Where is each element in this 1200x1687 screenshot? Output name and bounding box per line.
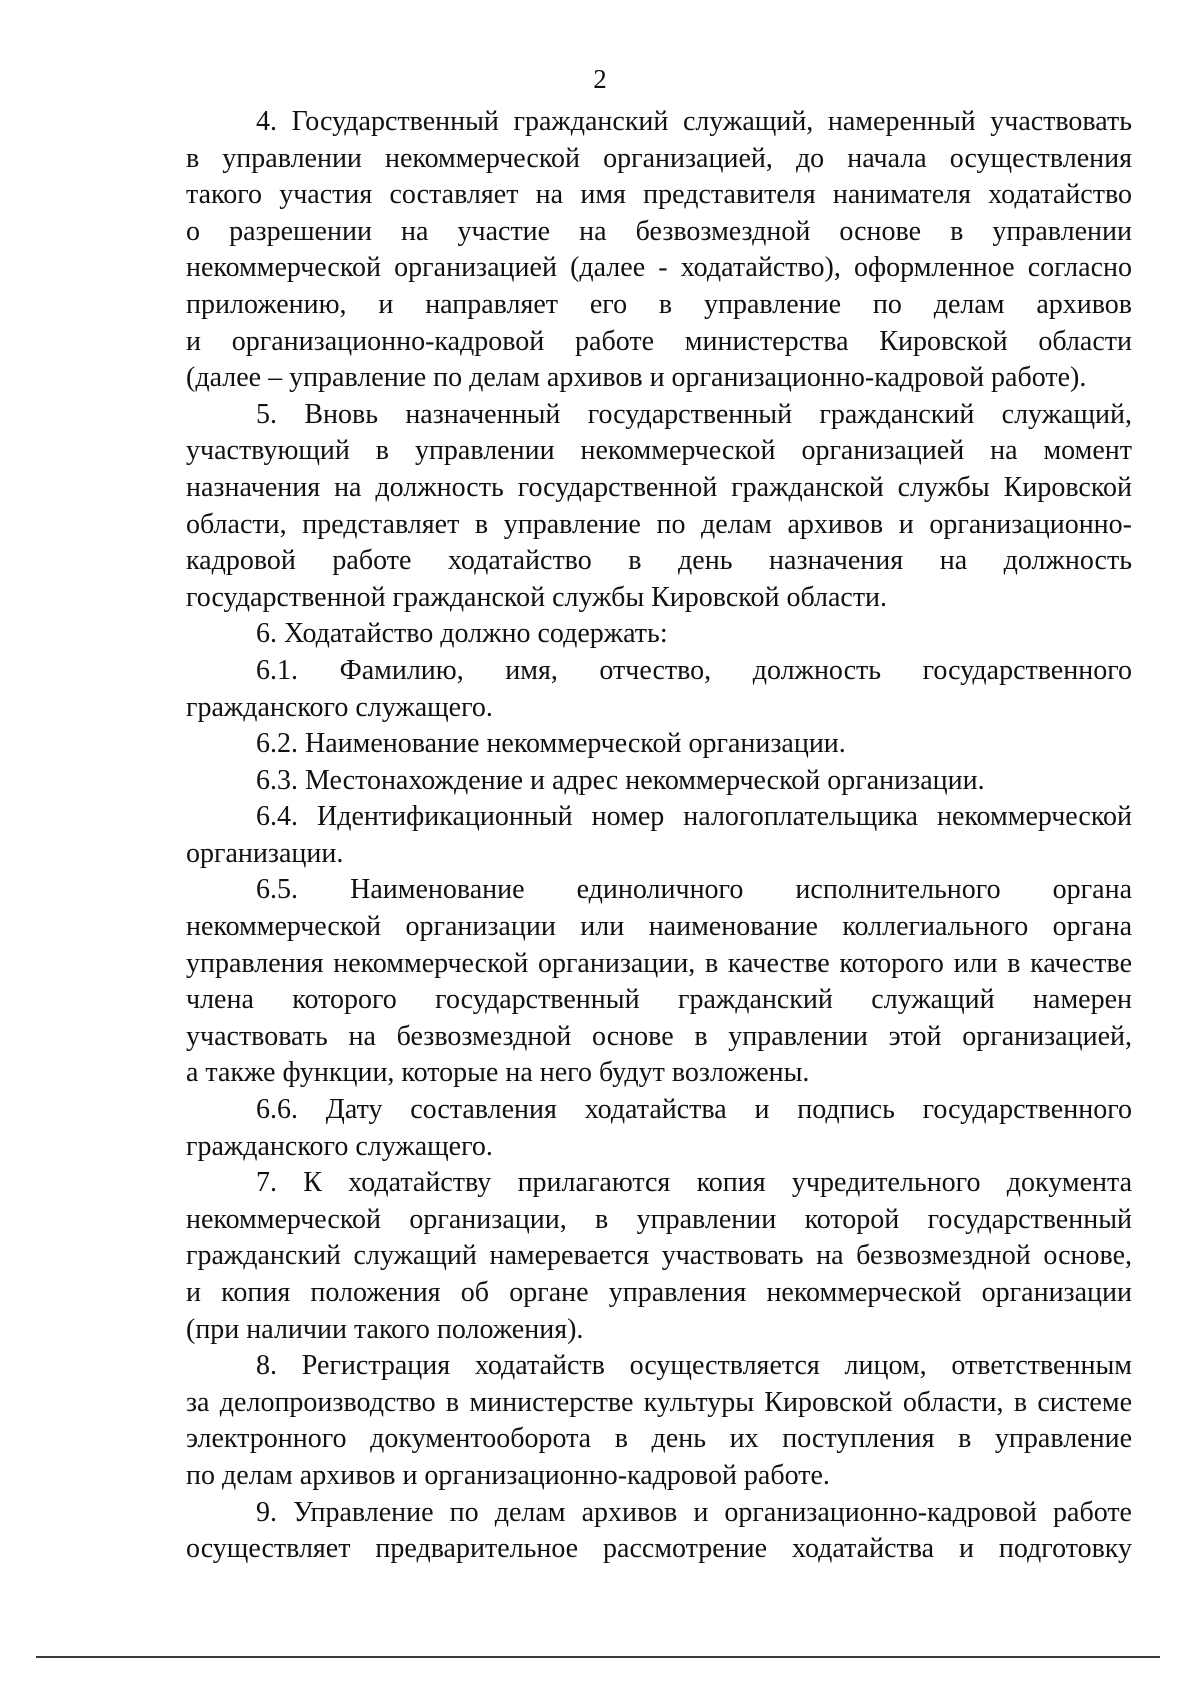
text-line: 5. Вновь назначенный государственный гражданский служащий, — [256, 398, 1132, 430]
text-line: участвовать на безвозмездной основе в управлении этой организацией, — [186, 1020, 1132, 1052]
text-line: участвующий в управлении некоммерческой организацией на момент — [186, 435, 1132, 467]
text-line: 6.4. Идентификационный номер налогоплательщика некоммерческой — [256, 801, 1132, 833]
text-line: 6.3. Местонахождение и адрес некоммерческой организации. — [256, 764, 985, 796]
text-line: в управлении некоммерческой организацией, до начала осуществления — [186, 142, 1132, 174]
text-line: о разрешении на участие на безвозмездной основе в управлении — [186, 215, 1132, 247]
paragraph-6-3 — [186, 763, 1132, 800]
text-line: назначения на должность государственной гражданской службы Кировской — [186, 471, 1132, 503]
text-line: некоммерческой организации, в управлении которой государственный — [186, 1203, 1132, 1235]
text-line: (при наличии такого положения). — [186, 1313, 584, 1345]
text-line: некоммерческой организацией (далее - ходатайство), оформленное согласно — [186, 252, 1132, 284]
paragraph-9 — [186, 1495, 1132, 1568]
paragraph-6-1 — [186, 653, 1132, 726]
paragraph-8 — [186, 1348, 1132, 1494]
text-line: по делам архивов и организационно-кадровой работе. — [186, 1459, 830, 1491]
text-line: электронного документооборота в день их поступления в управление — [186, 1423, 1132, 1455]
text-line: кадровой работе ходатайство в день назначения на должность — [186, 545, 1132, 577]
document-body — [186, 104, 1132, 1568]
paragraph-6-4 — [186, 799, 1132, 872]
text-line: 8. Регистрация ходатайств осуществляется лицом, ответственным — [256, 1350, 1132, 1382]
paragraph-7 — [186, 1165, 1132, 1348]
text-line: (далее – управление по делам архивов и организационно-кадровой работе). — [186, 362, 1087, 394]
text-line: члена которого государственный гражданский служащий намерен — [186, 984, 1132, 1016]
page-number: 2 — [593, 64, 607, 94]
text-line: 4. Государственный гражданский служащий, намеренный участвовать — [256, 106, 1132, 137]
text-line: 7. К ходатайству прилагаются копия учредительного документа — [256, 1167, 1132, 1199]
paragraph-6-5 — [186, 872, 1132, 1092]
text-line: и копия положения об органе управления некоммерческой организации — [186, 1277, 1132, 1308]
text-line: гражданского служащего. — [186, 691, 493, 723]
paragraph-5 — [186, 397, 1132, 617]
text-line: а также функции, которые на него будут возложены. — [186, 1057, 810, 1089]
paragraph-6-2 — [186, 726, 1132, 763]
text-line: приложению, и направляет его в управление по делам архивов — [186, 288, 1132, 320]
paragraph-4 — [186, 104, 1132, 397]
text-line: государственной гражданской службы Кировской области. — [186, 581, 888, 613]
text-line: организации. — [186, 837, 344, 869]
scan-edge-line — [36, 1656, 1160, 1658]
text-line: за делопроизводство в министерстве культуры Кировской области, в системе — [186, 1386, 1132, 1418]
text-line: 6.2. Наименование некоммерческой организации. — [256, 728, 846, 760]
text-line: такого участия составляет на имя представителя нанимателя ходатайство — [186, 179, 1132, 211]
text-line: управления некоммерческой организации, в качестве которого или в качестве — [186, 947, 1132, 979]
text-line: 6.6. Дату составления ходатайства и подпись государственного — [256, 1094, 1132, 1126]
text-line: 6. Ходатайство должно содержать: — [256, 618, 668, 650]
text-line: и организационно-кадровой работе министерства Кировской области — [186, 325, 1132, 357]
paragraph-6 — [186, 616, 1132, 653]
text-line: области, представляет в управление по делам архивов и организационно- — [186, 508, 1132, 540]
text-line: гражданский служащий намеревается участвовать на безвозмездной основе, — [186, 1240, 1132, 1272]
paragraph-6-6 — [186, 1092, 1132, 1165]
text-line: некоммерческой организации или наименование коллегиального органа — [186, 911, 1132, 943]
text-line: осуществляет предварительное рассмотрение ходатайства и подготовку — [186, 1533, 1132, 1565]
text-line: 6.1. Фамилию, имя, отчество, должность государственного — [256, 654, 1132, 686]
text-line: гражданского служащего. — [186, 1130, 493, 1162]
text-line: 6.5. Наименование единоличного исполнительного органа — [256, 874, 1132, 906]
text-line: 9. Управление по делам архивов и организационно-кадровой работе — [256, 1496, 1132, 1528]
